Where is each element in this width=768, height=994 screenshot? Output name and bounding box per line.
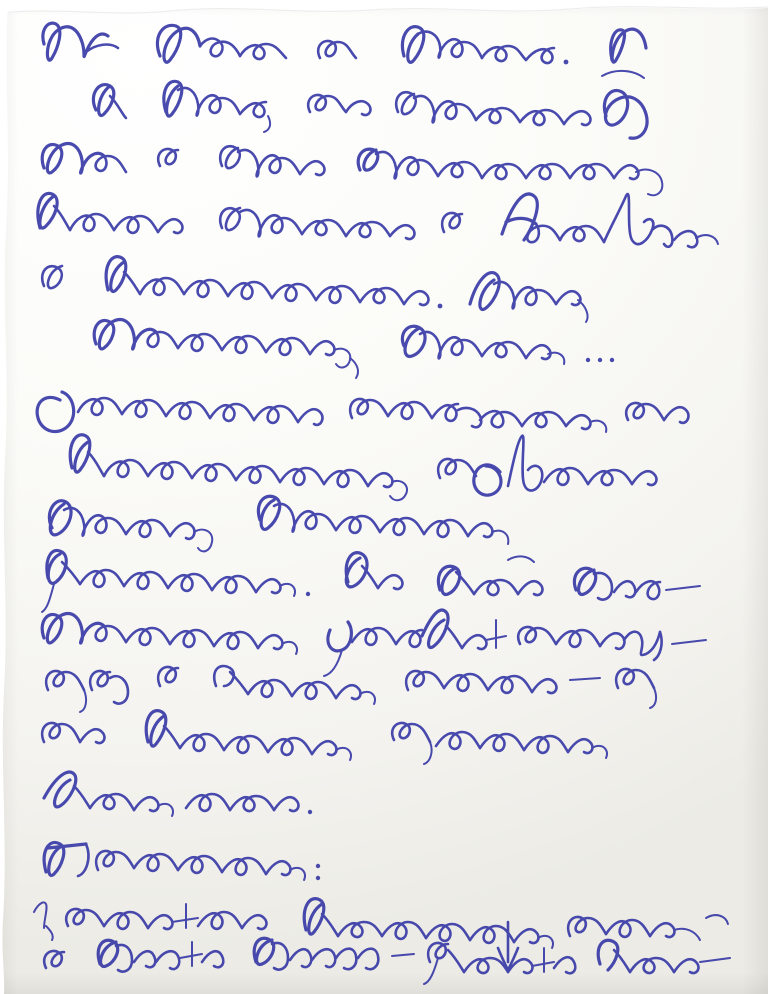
hw-line-2 xyxy=(93,71,647,138)
hw-line-5 xyxy=(42,257,587,322)
hw-line-8 xyxy=(70,435,656,501)
hw-line-9 xyxy=(49,496,508,551)
hw-line-1 xyxy=(43,23,646,64)
hw-line-10 xyxy=(42,550,700,612)
hw-item-1-line-1 xyxy=(34,899,728,948)
hw-line-13 xyxy=(42,711,607,764)
hw-heading-pojelaniya xyxy=(44,842,320,880)
hw-line-4 xyxy=(38,193,718,247)
hw-line-7 xyxy=(37,392,688,432)
hw-item-1-line-2 xyxy=(44,938,730,984)
hw-line-14 xyxy=(44,772,312,816)
hw-line-11 xyxy=(42,610,706,676)
hw-line-3 xyxy=(42,144,662,196)
hw-line-6 xyxy=(94,320,614,378)
hw-line-12 xyxy=(46,666,656,712)
